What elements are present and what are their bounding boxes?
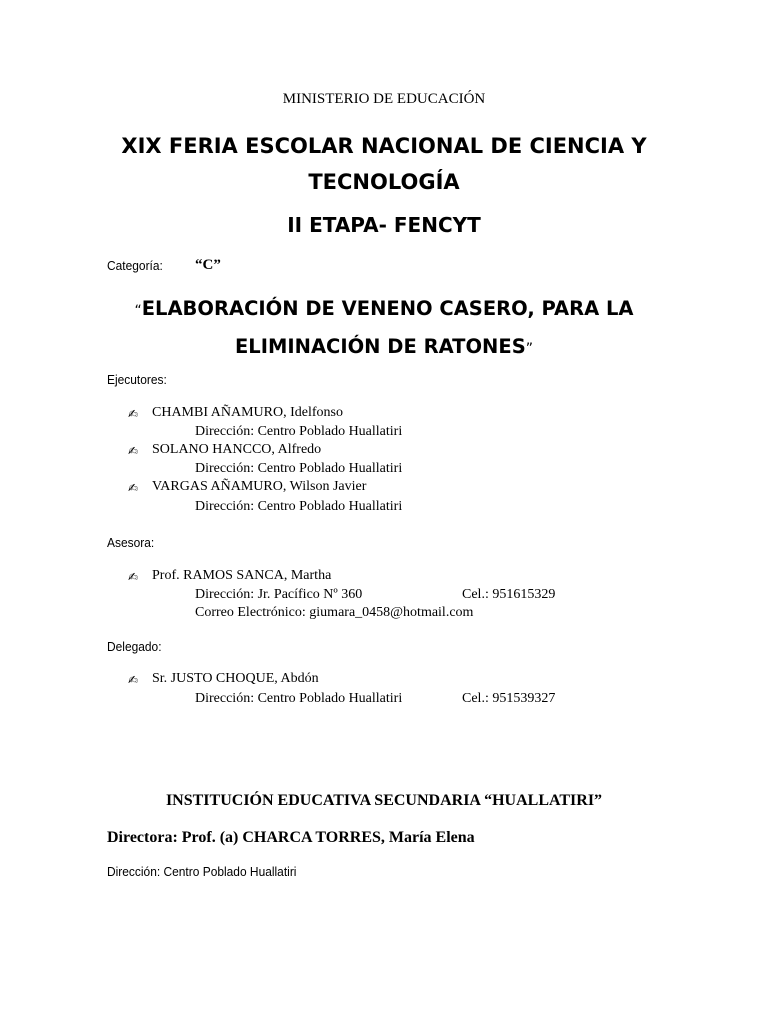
fair-title-line1: XIX FERIA ESCOLAR NACIONAL DE CIENCIA Y bbox=[121, 134, 647, 158]
category-label: Categoría: bbox=[107, 258, 163, 273]
stage-title: II ETAPA- FENCYT bbox=[287, 213, 481, 237]
delegate-label: Delegado: bbox=[107, 639, 162, 654]
category-value: “C” bbox=[195, 257, 221, 273]
institution-address: Dirección: Centro Poblado Huallatiri bbox=[107, 864, 297, 879]
advisor-email: Correo Electrónico: giumara_0458@hotmail.com bbox=[195, 605, 474, 620]
project-open-quote: “ bbox=[134, 303, 142, 319]
institution-name: INSTITUCIÓN EDUCATIVA SECUNDARIA “HUALLATIRI” bbox=[165, 792, 603, 809]
project-title bbox=[0, 291, 768, 367]
executor-name: CHAMBI AÑAMURO, Idelfonso bbox=[152, 405, 343, 420]
writing-hand-icon: ✍ bbox=[128, 673, 139, 687]
project-close-quote: ” bbox=[525, 341, 534, 357]
executors-label: Ejecutores: bbox=[107, 372, 167, 387]
ministry-title: MINISTERIO DE EDUCACIÓN bbox=[282, 91, 486, 107]
executor-address: Dirección: Centro Poblado Huallatiri bbox=[195, 424, 403, 439]
executor-address: Dirección: Centro Poblado Huallatiri bbox=[195, 461, 403, 476]
director-line: Directora: Prof. (a) CHARCA TORRES, María Elena bbox=[107, 829, 475, 846]
writing-hand-icon: ✍ bbox=[128, 481, 139, 495]
project-title-line1: ELABORACIÓN DE VENENO CASERO, PARA LA bbox=[141, 297, 634, 320]
executor-name: SOLANO HANCCO, Alfredo bbox=[152, 442, 322, 457]
advisor-address: Dirección: Jr. Pacífico Nº 360 bbox=[195, 587, 363, 602]
project-title-line2: ELIMINACIÓN DE RATONES bbox=[234, 335, 526, 358]
executor-address: Dirección: Centro Poblado Huallatiri bbox=[195, 499, 403, 514]
delegate-phone: Cel.: 951539327 bbox=[462, 691, 556, 706]
fair-title-line2: TECNOLOGÍA bbox=[308, 170, 460, 194]
delegate-address: Dirección: Centro Poblado Huallatiri bbox=[195, 691, 403, 706]
fair-title bbox=[0, 128, 768, 200]
advisor-label: Asesora: bbox=[107, 535, 155, 550]
writing-hand-icon: ✍ bbox=[128, 444, 139, 458]
advisor-phone: Cel.: 951615329 bbox=[462, 587, 556, 602]
delegate-name: Sr. JUSTO CHOQUE, Abdón bbox=[152, 671, 319, 686]
writing-hand-icon: ✍ bbox=[128, 570, 139, 584]
executor-name: VARGAS AÑAMURO, Wilson Javier bbox=[152, 479, 367, 494]
advisor-name: Prof. RAMOS SANCA, Martha bbox=[152, 568, 332, 583]
writing-hand-icon: ✍ bbox=[128, 407, 139, 421]
